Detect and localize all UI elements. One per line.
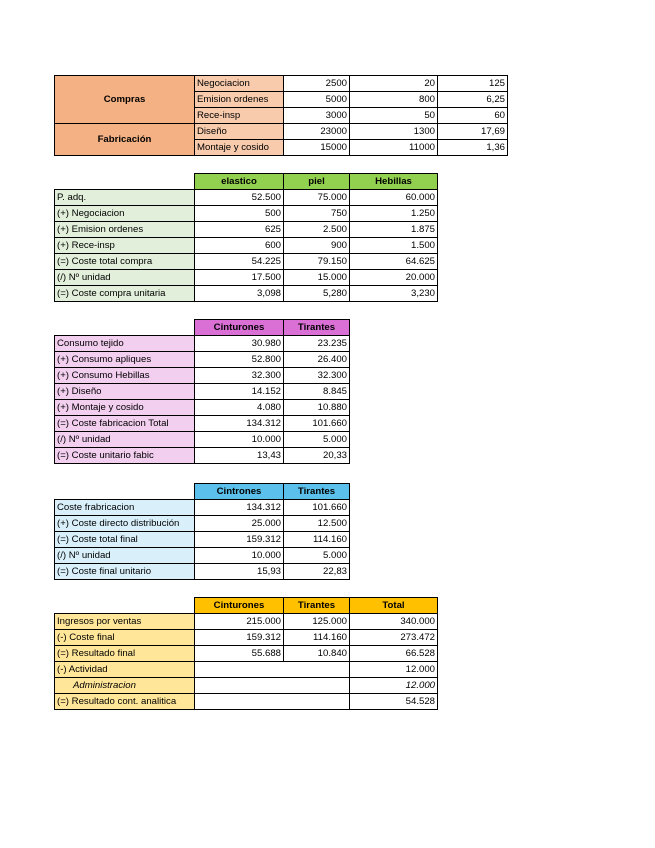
row-label: Consumo tejido [55, 336, 195, 352]
table-row [55, 336, 350, 352]
cell: 52.800 [195, 352, 284, 368]
table-row [55, 384, 350, 400]
cell: 20.000 [350, 270, 438, 286]
cell: 3,230 [350, 286, 438, 302]
row-label: Emision ordenes [195, 92, 284, 108]
column-header: elastico [195, 174, 284, 190]
cell: 101.660 [284, 416, 350, 432]
cell: 4.080 [195, 400, 284, 416]
cell: 114.160 [284, 630, 350, 646]
table-row [55, 206, 438, 222]
cell: 30.980 [195, 336, 284, 352]
row-label: Montaje y cosido [195, 140, 284, 156]
table-row [55, 448, 350, 464]
table-row [55, 286, 438, 302]
cell: 273.472 [350, 630, 438, 646]
cell: 32.300 [284, 368, 350, 384]
table-row [55, 432, 350, 448]
row-label: (/) Nº unidad [55, 548, 195, 564]
cell: 32.300 [195, 368, 284, 384]
table-row [55, 190, 438, 206]
row-label: Rece-insp [195, 108, 284, 124]
row-label: Negociacion [195, 76, 284, 92]
cell: 11000 [350, 140, 438, 156]
cell: 3,098 [195, 286, 284, 302]
table-row [55, 416, 350, 432]
group-label: Compras [55, 76, 195, 124]
manufacturing-cost-table [54, 319, 350, 464]
cell: 750 [284, 206, 350, 222]
cell: 60 [438, 108, 508, 124]
row-label: (=) Resultado cont. analitica [55, 694, 195, 710]
row-label: (+) Rece-insp [55, 238, 195, 254]
cell: 1.875 [350, 222, 438, 238]
cell: 625 [195, 222, 284, 238]
row-label: (+) Emision ordenes [55, 222, 195, 238]
table-row [55, 500, 350, 516]
row-label: (=) Coste fabricacion Total [55, 416, 195, 432]
cell: 5.000 [284, 548, 350, 564]
cell: 12.500 [284, 516, 350, 532]
cell: 134.312 [195, 500, 284, 516]
column-header: Tirantes [284, 484, 350, 500]
table-row [55, 678, 438, 694]
table-row [55, 694, 438, 710]
table-row [55, 352, 350, 368]
cost-drivers-table [54, 75, 508, 156]
column-header: Cinturones [195, 320, 284, 336]
column-header: Tirantes [284, 320, 350, 336]
cell: 600 [195, 238, 284, 254]
purchase-cost-table [54, 173, 438, 302]
row-label: (=) Coste final unitario [55, 564, 195, 580]
cell: 15.000 [284, 270, 350, 286]
cell: 12.000 [350, 662, 438, 678]
cell: 14.152 [195, 384, 284, 400]
cell: 26.400 [284, 352, 350, 368]
column-header: Tirantes [284, 598, 350, 614]
row-label: (=) Coste total compra [55, 254, 195, 270]
group-label: Fabricación [55, 124, 195, 156]
table-row [55, 548, 350, 564]
column-header: Hebillas [350, 174, 438, 190]
row-label: (=) Resultado final [55, 646, 195, 662]
cell: 20 [350, 76, 438, 92]
cell: 10.000 [195, 548, 284, 564]
cell: 134.312 [195, 416, 284, 432]
cell: 5000 [284, 92, 350, 108]
column-header: piel [284, 174, 350, 190]
row-label: (=) Coste compra unitaria [55, 286, 195, 302]
table-row [55, 646, 438, 662]
row-label: (-) Actividad [55, 662, 195, 678]
cell: 114.160 [284, 532, 350, 548]
row-label: (+) Negociacion [55, 206, 195, 222]
cell: 25.000 [195, 516, 284, 532]
cell: 10.840 [284, 646, 350, 662]
row-label: (-) Coste final [55, 630, 195, 646]
table-row [55, 662, 438, 678]
cell: 17,69 [438, 124, 508, 140]
cell: 54.225 [195, 254, 284, 270]
cell: 125 [438, 76, 508, 92]
cell: 159.312 [195, 532, 284, 548]
cell: 8.845 [284, 384, 350, 400]
row-label: (=) Coste unitario fabic [55, 448, 195, 464]
cell: 22,83 [284, 564, 350, 580]
cell: 15000 [284, 140, 350, 156]
cell: 79.150 [284, 254, 350, 270]
table-row [55, 270, 438, 286]
cell: 75.000 [284, 190, 350, 206]
row-label: (+) Coste directo distribución [55, 516, 195, 532]
cell: 159.312 [195, 630, 284, 646]
cell: 5,280 [284, 286, 350, 302]
cell: 1,36 [438, 140, 508, 156]
table-row [55, 532, 350, 548]
row-label: P. adq. [55, 190, 195, 206]
final-cost-table [54, 483, 350, 580]
table-row [55, 238, 438, 254]
row-label: (+) Consumo apliques [55, 352, 195, 368]
cell: 1.500 [350, 238, 438, 254]
row-label: (=) Coste total final [55, 532, 195, 548]
results-table [54, 597, 438, 710]
row-label: Coste frabricacion [55, 500, 195, 516]
cell: 55.688 [195, 646, 284, 662]
cell: 1300 [350, 124, 438, 140]
cell: 10.880 [284, 400, 350, 416]
table-row [55, 516, 350, 532]
row-label: (/) Nº unidad [55, 270, 195, 286]
cell: 17.500 [195, 270, 284, 286]
row-label: Diseño [195, 124, 284, 140]
row-label: Administracion [55, 678, 195, 694]
table-row [55, 222, 438, 238]
table-row [55, 254, 438, 270]
merged-cell [195, 694, 350, 710]
cell: 215.000 [195, 614, 284, 630]
cell: 13,43 [195, 448, 284, 464]
cell: 20,33 [284, 448, 350, 464]
cell: 340.000 [350, 614, 438, 630]
cell: 2.500 [284, 222, 350, 238]
row-label: Ingresos por ventas [55, 614, 195, 630]
cell: 2500 [284, 76, 350, 92]
column-header: Cinturones [195, 598, 284, 614]
merged-cell [195, 662, 350, 678]
cell: 1.250 [350, 206, 438, 222]
row-label: (+) Consumo Hebillas [55, 368, 195, 384]
table-row [55, 400, 350, 416]
cell: 23.235 [284, 336, 350, 352]
cell: 125.000 [284, 614, 350, 630]
merged-cell [195, 678, 350, 694]
table-row [55, 614, 438, 630]
cell: 64.625 [350, 254, 438, 270]
table-row [55, 630, 438, 646]
row-label: (+) Diseño [55, 384, 195, 400]
cell: 60.000 [350, 190, 438, 206]
cell: 900 [284, 238, 350, 254]
column-header: Cintrones [195, 484, 284, 500]
cell: 500 [195, 206, 284, 222]
row-label: (+) Montaje y cosido [55, 400, 195, 416]
cell: 12.000 [350, 678, 438, 694]
cell: 15,93 [195, 564, 284, 580]
cell: 54.528 [350, 694, 438, 710]
cell: 10.000 [195, 432, 284, 448]
cell: 50 [350, 108, 438, 124]
table-row [55, 564, 350, 580]
table-row [55, 368, 350, 384]
cell: 3000 [284, 108, 350, 124]
cell: 101.660 [284, 500, 350, 516]
cell: 5.000 [284, 432, 350, 448]
cell: 6,25 [438, 92, 508, 108]
cell: 23000 [284, 124, 350, 140]
cell: 52.500 [195, 190, 284, 206]
column-header: Total [350, 598, 438, 614]
cell: 800 [350, 92, 438, 108]
row-label: (/) Nº unidad [55, 432, 195, 448]
cell: 66.528 [350, 646, 438, 662]
